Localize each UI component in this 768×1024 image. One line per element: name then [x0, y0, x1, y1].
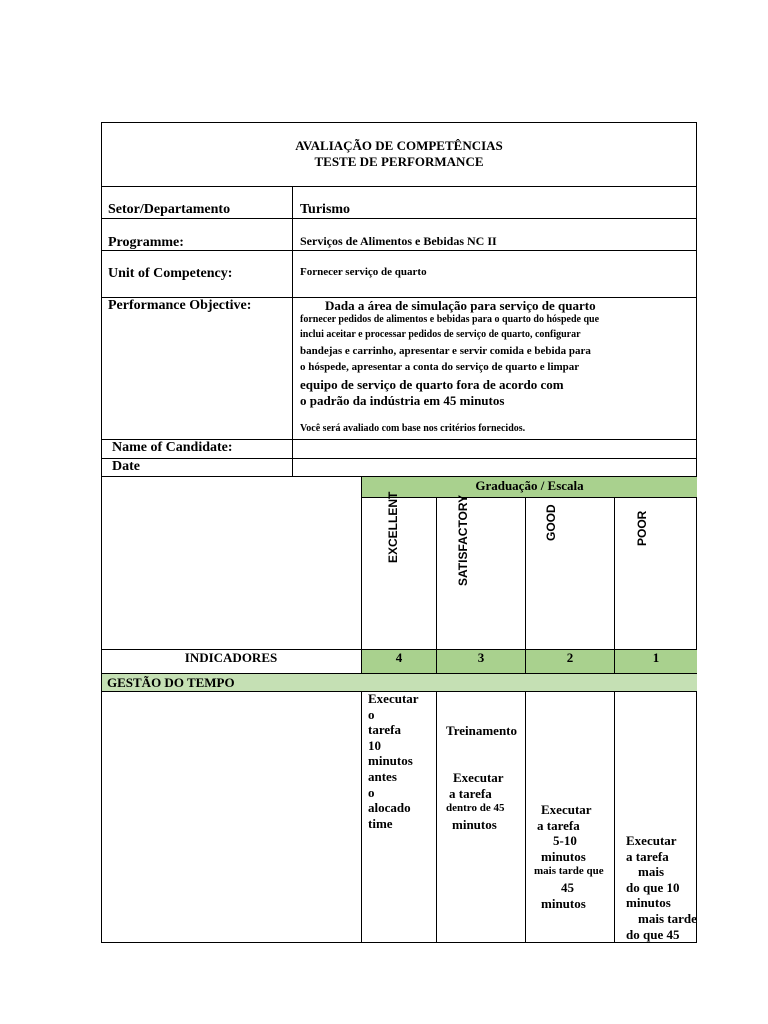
criteria-line: alocado — [368, 800, 411, 816]
criteria-line: tarefa — [368, 722, 401, 738]
criteria-satisfactory-c — [446, 801, 504, 817]
programme-value: Serviços de Alimentos e Bebidas NC II — [300, 234, 497, 248]
criteria-line: Executar — [368, 691, 419, 706]
criteria-line: dentro de 45 — [446, 802, 505, 814]
candidate-label: Name of Candidate: — [112, 440, 233, 455]
scale-good: GOOD — [544, 504, 558, 541]
criteria-good-a — [537, 802, 592, 864]
section-title: GESTÃO DO TEMPO — [107, 675, 235, 690]
score-poor: 1 — [652, 650, 660, 665]
programme-label: Programme: — [108, 235, 184, 250]
criteria-line: mais — [638, 864, 664, 880]
criteria-line: minutos — [541, 895, 586, 911]
criteria-good-b — [534, 864, 604, 880]
criteria-line: a tarefa — [537, 817, 580, 833]
unit-label: Unit of Competency: — [108, 266, 233, 281]
criteria-line: minutos — [368, 753, 413, 769]
rating-header: Graduação / Escala — [475, 478, 584, 493]
criteria-satisfactory-b — [449, 770, 504, 801]
scale-poor: POOR — [635, 510, 649, 546]
criteria-line: mais tarde — [638, 910, 697, 926]
criteria-line: Executar — [541, 802, 592, 817]
criteria-line: 45 — [561, 880, 574, 895]
criteria-line: a tarefa — [449, 785, 492, 801]
objective-line: bandejas e carrinho, apresentar e servir comida e bebida para — [300, 345, 591, 357]
scale-excellent: EXCELLENT — [386, 491, 400, 563]
criteria-line: o — [368, 706, 375, 722]
criteria-satisfactory-d — [452, 817, 497, 833]
unit-value: Fornecer serviço de quarto — [300, 266, 427, 278]
criteria-line: do que 10 — [626, 879, 680, 895]
criteria-line: Executar — [453, 770, 504, 785]
objective-line: equipo de serviço de quarto fora de acordo com — [300, 377, 564, 392]
criteria-line: antes — [368, 768, 397, 784]
document-title: AVALIAÇÃO DE COMPETÊNCIAS — [295, 138, 503, 153]
criteria-poor — [626, 833, 697, 942]
score-good: 2 — [566, 650, 574, 665]
score-satisfactory: 3 — [477, 650, 485, 665]
criteria-line: minutos — [626, 895, 671, 911]
sector-label: Setor/Departamento — [108, 202, 231, 217]
indicators-label: INDICADORES — [184, 650, 278, 665]
objective-line: fornecer pedidos de alimentos e bebidas para o quarto do hóspede que — [300, 314, 600, 325]
objective-line: inclui aceitar e processar pedidos de serviço de quarto, configurar — [300, 329, 581, 340]
document-subtitle: TESTE DE PERFORMANCE — [314, 154, 484, 169]
criteria-line: minutos — [452, 817, 497, 832]
criteria-line: mais tarde que — [534, 865, 604, 877]
criteria-excellent — [368, 691, 419, 831]
criteria-good-c — [541, 880, 586, 911]
objective-line: o hóspede, apresentar a conta do serviço de quarto e limpar — [300, 361, 580, 373]
date-label: Date — [112, 459, 140, 474]
sector-value: Turismo — [300, 202, 351, 217]
objective-label: Performance Objective: — [108, 298, 252, 313]
criteria-line: minutos — [541, 848, 586, 864]
criteria-line: 10 — [368, 737, 381, 753]
criteria-line: Executar — [626, 833, 677, 848]
criteria-line: time — [368, 815, 393, 831]
score-excellent: 4 — [395, 650, 403, 665]
objective-line: o padrão da indústria em 45 minutos — [300, 393, 505, 408]
scale-satisfactory: SATISFACTORY — [456, 494, 470, 586]
criteria-line: o — [368, 784, 375, 800]
criteria-line: 5-10 — [553, 833, 577, 849]
criteria-line: do que 45 — [626, 926, 680, 942]
criteria-satisfactory-a — [446, 723, 517, 739]
criteria-line: a tarefa — [626, 848, 669, 864]
objective-line: Dada a área de simulação para serviço de quarto — [325, 298, 596, 313]
objective-note: Você será avaliado com base nos critérios fornecidos. — [300, 423, 526, 434]
criteria-line: Treinamento — [446, 723, 518, 738]
